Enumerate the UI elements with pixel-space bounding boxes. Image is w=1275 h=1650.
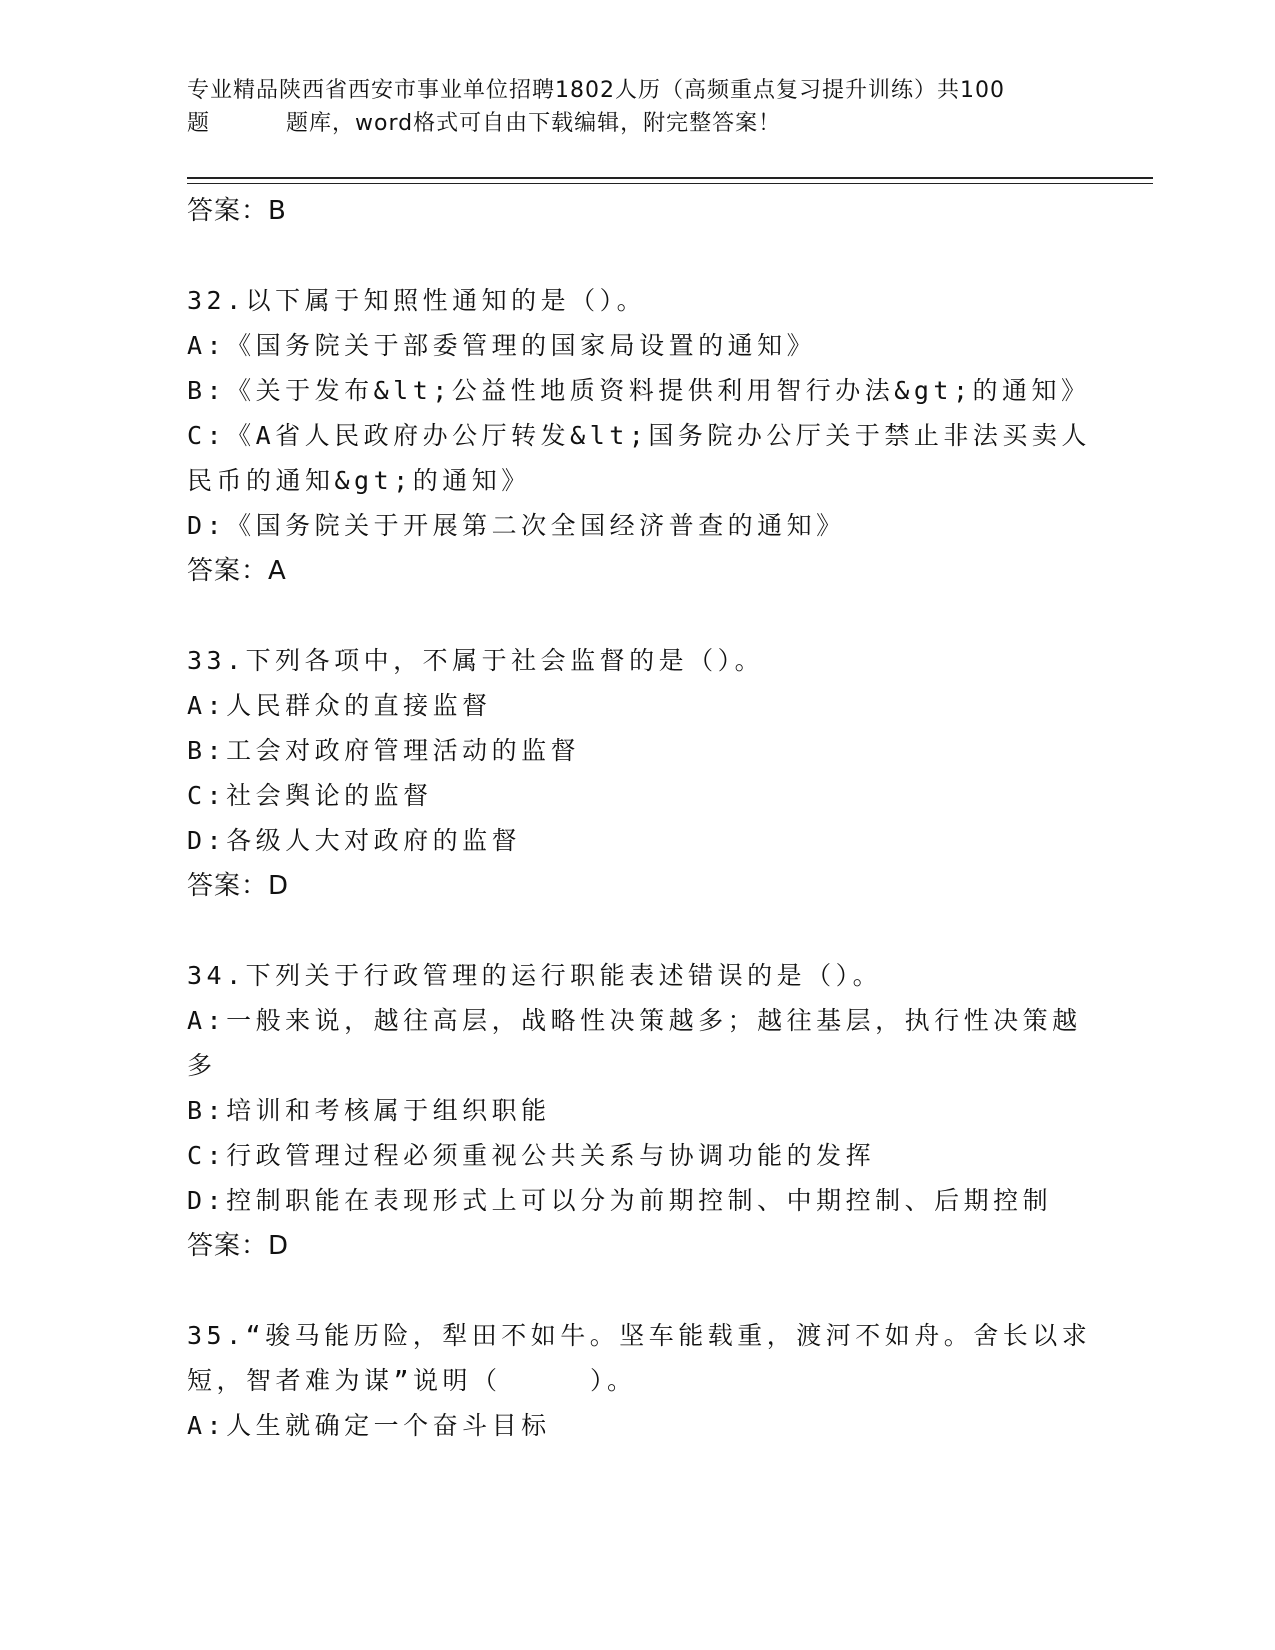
question-34 [187,953,1087,1269]
option-a: A:一般来说，越往高层，战略性决策越多；越往基层，执行性决策越 [187,1006,1082,1035]
question-stem: 35.“骏马能历险，犁田不如牛。坚车能载重，渡河不如舟。舍长以求 [187,1321,1092,1350]
option-a: A:人民群众的直接监督 [187,691,492,720]
option-b: B:培训和考核属于组织职能 [187,1096,551,1125]
question-stem: 32.以下属于知照性通知的是（）。 [187,286,647,315]
answer-31: 答案：B [187,196,287,226]
option-c: C:社会舆论的监督 [187,781,433,810]
header-title-line2-left: 题 [187,111,211,136]
question-33 [187,638,1087,909]
option-d: D:控制职能在表现形式上可以分为前期控制、中期控制、后期控制 [187,1186,1053,1215]
answer: 答案：D [187,1231,290,1261]
question-list [187,188,1092,1448]
option-c-continued: 民币的通知&gt;的通知》 [187,466,531,495]
option-a: A:人生就确定一个奋斗目标 [187,1411,551,1440]
question-stem-continued: 短，智者难为谋”说明（ ）。 [187,1366,637,1395]
option-d: D:《国务院关于开展第二次全国经济普查的通知》 [187,511,846,540]
option-c: C:行政管理过程必须重视公共关系与协调功能的发挥 [187,1141,876,1170]
header-divider-thin [187,183,1153,184]
option-a: A:《国务院关于部委管理的国家局设置的通知》 [187,331,817,360]
option-b: B:《关于发布&lt;公益性地质资料提供利用智行办法&gt;的通知》 [187,376,1091,405]
question-stem: 34.下列关于行政管理的运行职能表述错误的是（）。 [187,961,883,990]
option-d: D:各级人大对政府的监督 [187,826,522,855]
header-title-line2 [187,107,1087,140]
header-title-line2-right: 题库，word格式可自由下载编辑，附完整答案！ [286,111,782,136]
question-stem: 33.下列各项中，不属于社会监督的是（）。 [187,646,765,675]
option-a-continued: 多 [187,1051,217,1080]
option-b: B:工会对政府管理活动的监督 [187,736,581,765]
option-c: C:《A省人民政府办公厅转发&lt;国务院办公厅关于禁止非法买卖人 [187,421,1091,450]
header-divider [187,177,1153,179]
answer: 答案：D [187,871,290,901]
header-title-line1: 专业精品陕西省西安市事业单位招聘1802人历（高频重点复习提升训练）共100 [187,78,1005,103]
page-header [187,74,1087,140]
question-32 [187,278,1091,594]
question-35 [187,1313,1092,1448]
answer: 答案：A [187,556,287,586]
